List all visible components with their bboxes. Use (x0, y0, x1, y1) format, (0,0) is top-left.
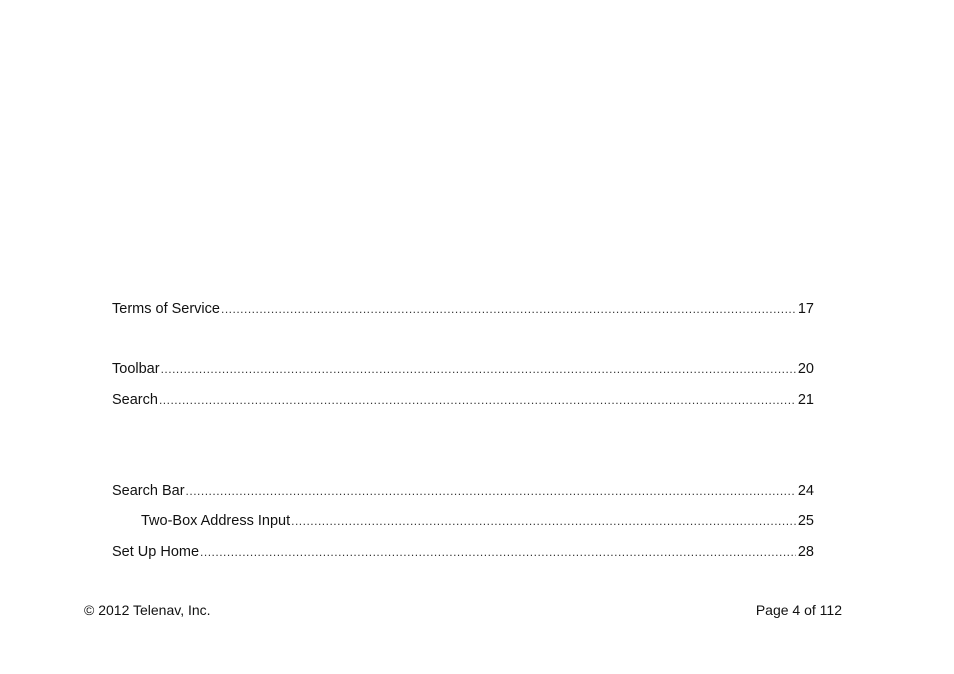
toc-entry-terms-of-service[interactable] (112, 299, 814, 319)
toc-dot-leader (200, 542, 796, 562)
toc-entry-title: Search Bar (112, 483, 185, 499)
toc-dot-leader (186, 481, 796, 501)
toc-entry-two-box-address-input[interactable] (141, 511, 814, 531)
toc-entry-page: 21 (797, 392, 814, 408)
footer-copyright: © 2012 Telenav, Inc. (84, 602, 211, 618)
toc-entry-set-up-home[interactable] (112, 542, 814, 562)
toc-entry-title: Search (112, 392, 158, 408)
toc-entry-title: Toolbar (112, 361, 160, 377)
page-footer (84, 600, 842, 620)
footer-page-number: Page 4 of 112 (755, 602, 842, 618)
toc-entry-title: Terms of Service (112, 301, 220, 317)
toc-dot-leader (159, 390, 796, 410)
toc-entry-title: Two-Box Address Input (141, 513, 291, 529)
toc-entry-search[interactable] (112, 390, 814, 410)
toc-dot-leader (161, 359, 796, 379)
toc-entry-page: 28 (797, 544, 814, 560)
toc-dot-leader (291, 511, 796, 531)
toc-entry-page: 17 (797, 301, 814, 317)
toc-entry-page: 25 (797, 513, 814, 529)
toc-entry-title: Set Up Home (112, 544, 200, 560)
toc-entry-page: 24 (797, 483, 814, 499)
toc-entry-page: 20 (797, 361, 814, 377)
toc-dot-leader (221, 299, 796, 319)
toc-entry-search-bar[interactable] (112, 481, 814, 501)
toc-entry-toolbar[interactable] (112, 359, 814, 379)
